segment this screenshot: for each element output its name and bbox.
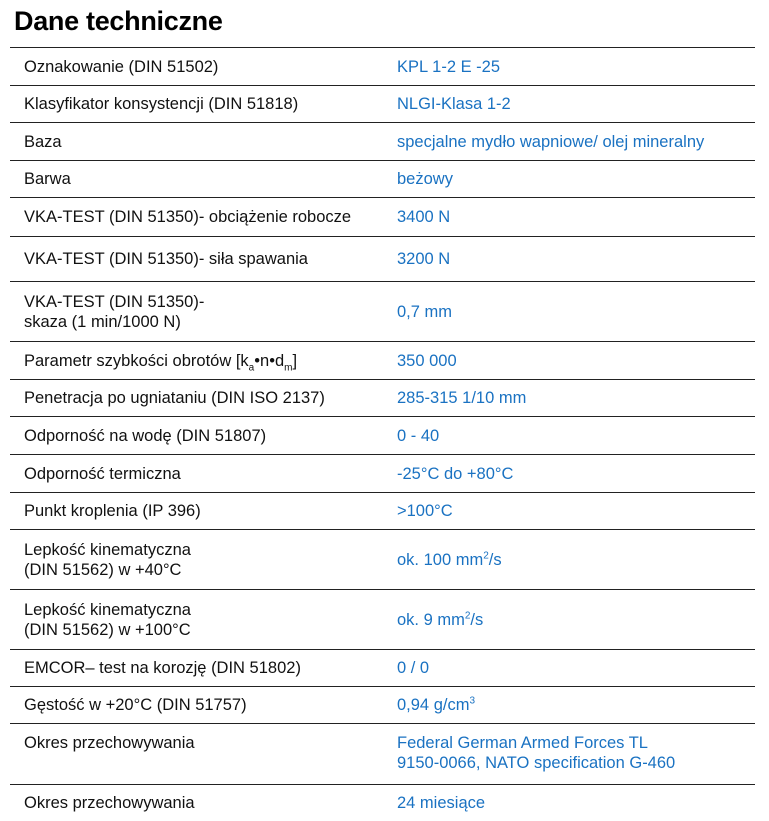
row-value <box>397 57 500 77</box>
row-label: Punkt kroplenia (IP 396) <box>24 502 201 520</box>
row-value <box>397 426 439 446</box>
row-label: Odporność termiczna <box>24 464 181 483</box>
table-row <box>10 530 755 590</box>
table-row <box>10 237 755 282</box>
row-label: VKA-TEST (DIN 51350)- obciążenie robocze <box>24 208 352 226</box>
technical-data-table <box>10 47 755 821</box>
table-row <box>10 724 755 785</box>
row-label: VKA-TEST (DIN 51350)- skaza (1 min/1000 N) <box>24 292 205 331</box>
row-label: Lepkość kinematyczna (DIN 51562) w +100°C <box>24 600 191 639</box>
row-label: Okres przechowywania <box>24 734 195 752</box>
row-value <box>397 610 483 630</box>
row-value <box>397 793 485 813</box>
row-value <box>397 733 675 773</box>
value-text: 0,7 mm <box>397 302 453 321</box>
value-text: NLGI-Klasa 1-2 <box>397 95 511 113</box>
table-row <box>10 785 755 821</box>
row-label <box>10 351 397 371</box>
row-value <box>397 695 475 715</box>
value-text: 24 miesiące <box>397 794 486 812</box>
value-text: >100°C <box>397 502 453 520</box>
value-text: specjalne mydło wapniowe/ olej mineralny <box>397 132 705 151</box>
row-value <box>397 302 452 322</box>
row-label: Lepkość kinematyczna (DIN 51562) w +40°C <box>24 540 191 579</box>
row-value <box>397 207 450 227</box>
row-label: EMCOR– test na korozję (DIN 51802) <box>24 659 301 677</box>
row-value <box>397 501 453 521</box>
table-row <box>10 86 755 123</box>
row-label: Baza <box>24 132 62 151</box>
row-value <box>397 550 502 570</box>
row-label: Klasyfikator konsystencji (DIN 51818) <box>24 95 299 113</box>
table-row <box>10 198 755 237</box>
table-row <box>10 650 755 687</box>
table-row <box>10 342 755 380</box>
row-label: VKA-TEST (DIN 51350)- siła spawania <box>24 250 308 268</box>
value-text: Federal German Armed Forces TL 9150-0066, NATO specification G-460 <box>397 734 676 772</box>
value-text: 285-315 1/10 mm <box>397 389 527 407</box>
label-part: a <box>248 361 255 373</box>
row-label: Odporność na wodę (DIN 51807) <box>24 426 267 445</box>
superscript: 3 <box>469 695 476 707</box>
unit: /s <box>488 550 502 569</box>
unit: /s <box>470 610 484 629</box>
table-row <box>10 282 755 342</box>
table-row <box>10 123 755 161</box>
table-row <box>10 48 755 86</box>
row-value <box>397 464 513 484</box>
row-value <box>397 249 450 269</box>
value-text: -25°C do +80°C <box>397 464 514 483</box>
value-text: 350 000 <box>397 351 457 370</box>
row-value <box>397 388 526 408</box>
row-value <box>397 658 429 678</box>
value-text: ok. 9 mm <box>397 610 465 629</box>
table-row <box>10 380 755 417</box>
label-part: m <box>284 361 293 373</box>
value-text: 0 - 40 <box>397 426 440 445</box>
value-text: KPL 1-2 E -25 <box>397 57 501 76</box>
row-value <box>397 94 511 114</box>
row-label: Oznakowanie (DIN 51502) <box>24 57 219 76</box>
value-text: 3400 N <box>397 208 451 226</box>
page-title: Dane techniczne <box>14 6 223 36</box>
table-row <box>10 687 755 724</box>
row-label: Barwa <box>24 170 71 188</box>
superscript: 2 <box>464 610 471 621</box>
row-value <box>397 169 453 189</box>
row-label: Okres przechowywania <box>24 794 195 812</box>
table-row <box>10 417 755 455</box>
value-text: ok. 100 mm <box>397 550 484 569</box>
row-label: Penetracja po ugniataniu (DIN ISO 2137) <box>24 389 325 407</box>
row-value <box>397 132 704 152</box>
table-row <box>10 161 755 198</box>
value-text: 3200 N <box>397 250 451 268</box>
label-part: •n•d <box>254 351 285 370</box>
table-row <box>10 493 755 530</box>
label-part: ] <box>292 351 298 370</box>
superscript: 2 <box>483 550 489 561</box>
value-text: 0 / 0 <box>397 659 430 677</box>
row-label: Gęstość w +20°C (DIN 51757) <box>24 696 247 714</box>
value-text: beżowy <box>397 170 453 188</box>
table-row <box>10 590 755 650</box>
label-part: Parametr szybkości obrotów [k <box>24 351 249 370</box>
value-text: 0,94 g/cm <box>397 696 470 714</box>
row-value <box>397 351 457 371</box>
table-row <box>10 455 755 493</box>
